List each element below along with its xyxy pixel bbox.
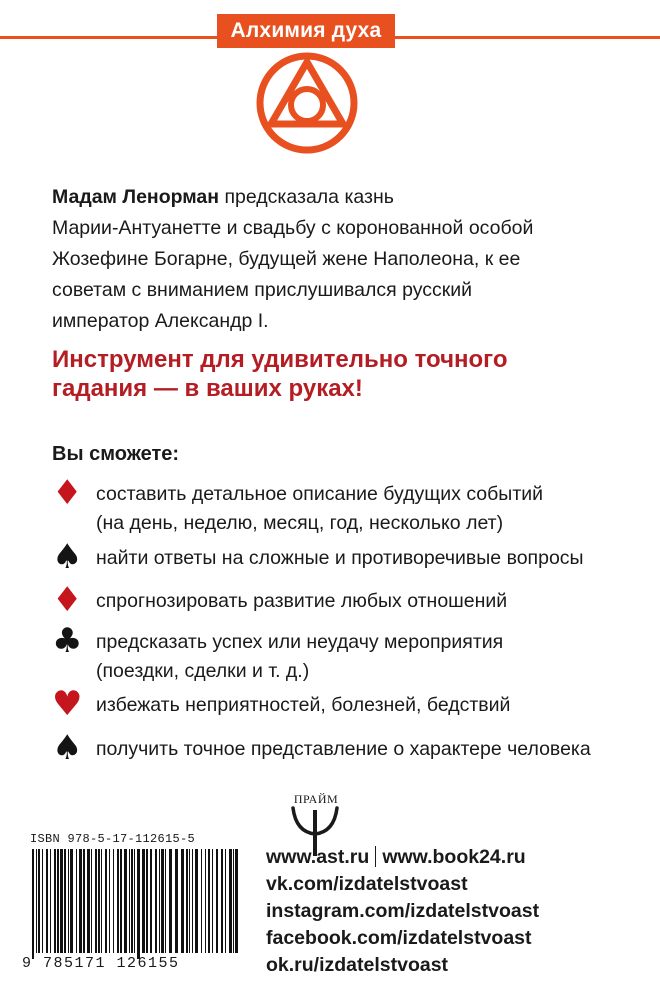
barcode-bar <box>235 849 238 953</box>
barcode-bar <box>129 849 130 953</box>
barcode-bar <box>38 849 40 953</box>
tagline-line-2: гадания — в ваших руках! <box>52 375 363 402</box>
barcode-bar <box>57 849 59 953</box>
list-item-line: предсказать успех или неудачу мероприятия <box>96 631 504 653</box>
intro-line-5: император Александр I. <box>52 310 269 332</box>
barcode-bar <box>42 849 43 953</box>
barcode-bar <box>83 849 85 953</box>
barcode-bar <box>32 849 34 959</box>
intro-line-4: советам с вниманием прислушивался русский <box>52 279 473 301</box>
list-item <box>52 684 632 724</box>
club-icon: ♣ <box>52 621 83 661</box>
list-item-line: спрогнозировать развитие любых отношений <box>96 590 508 612</box>
barcode-bar <box>87 849 90 953</box>
list-item <box>52 473 632 538</box>
list-item-line: (поездки, сделки и т. д.) <box>96 660 310 682</box>
barcode-bar <box>155 849 157 953</box>
barcode-bar <box>221 849 223 953</box>
barcode-bar <box>68 849 69 953</box>
barcode-bar <box>225 849 226 953</box>
barcode-bar <box>64 849 66 953</box>
link-vk[interactable]: vk.com/izdatelstvoast <box>266 873 468 895</box>
list-item <box>52 537 632 577</box>
alchemy-emblem-icon <box>254 50 360 156</box>
barcode-bar <box>137 849 140 959</box>
list-item <box>52 580 632 620</box>
tagline <box>52 345 632 403</box>
barcode-bar <box>189 849 190 953</box>
barcode-bar <box>105 849 107 953</box>
barcode-bar <box>205 849 206 953</box>
barcode-bar <box>98 849 100 953</box>
barcode-bar <box>131 849 133 953</box>
barcode-bar <box>161 849 164 953</box>
barcode-bar <box>120 849 122 953</box>
barcode-bar <box>91 849 92 953</box>
barcode-bar <box>201 849 202 953</box>
isbn-label: ISBN 978-5-17-112615-5 <box>30 832 196 846</box>
intro-lead: Мадам Ленорман <box>52 186 220 208</box>
list-item <box>52 728 632 768</box>
barcode-bar <box>150 849 152 953</box>
barcode-bar <box>117 849 119 953</box>
link-facebook[interactable]: facebook.com/izdatelstvoast <box>266 927 532 949</box>
barcode-bar <box>101 849 102 953</box>
diamond-icon: ♦ <box>52 473 83 513</box>
spade-icon: ♠ <box>52 537 83 577</box>
barcode-bar <box>46 849 48 953</box>
list-item-line: найти ответы на сложные и противоречивые вопросы <box>96 547 584 569</box>
barcode-bar <box>146 849 148 953</box>
intro-line-3: Жозефине Богарне, будущей жене Наполеона, к ее <box>52 248 521 270</box>
link-book24[interactable]: www.book24.ru <box>382 846 526 868</box>
barcode-bar <box>142 849 145 953</box>
barcode-bar <box>36 849 37 953</box>
barcode-bar <box>54 849 56 953</box>
barcode-bar <box>208 849 210 953</box>
list-item-line: составить детальное описание будущих событий <box>96 483 544 505</box>
barcode-bar <box>76 849 77 953</box>
barcode-bar <box>195 849 198 953</box>
barcode-bar <box>70 849 73 953</box>
barcode-bar <box>124 849 127 953</box>
barcode-bar <box>175 849 178 953</box>
list-item <box>52 621 632 686</box>
barcode-bar <box>212 849 213 953</box>
list-item-line: избежать неприятностей, болезней, бедствий <box>96 694 511 716</box>
diamond-icon: ♦ <box>52 580 83 620</box>
barcode-bar <box>192 849 193 953</box>
barcode-bar <box>216 849 218 953</box>
publisher-name: ПРАЙМ <box>293 792 339 806</box>
intro-line-2: Марии-Антуанетте и свадьбу с коронованной особой <box>52 217 534 239</box>
spade-icon: ♠ <box>52 728 83 768</box>
contact-links <box>266 844 539 979</box>
heart-icon: ♥ <box>52 684 83 724</box>
barcode-bar <box>186 849 188 953</box>
link-ok[interactable]: ok.ru/izdatelstvoast <box>266 954 449 976</box>
tagline-line-1: Инструмент для удивительно точного <box>52 346 508 373</box>
barcode-bar <box>159 849 160 953</box>
barcode-bar <box>134 849 135 953</box>
link-instagram[interactable]: instagram.com/izdatelstvoast <box>266 900 540 922</box>
intro-paragraph <box>52 182 632 337</box>
barcode-bar <box>109 849 110 953</box>
barcode-bar <box>229 849 232 953</box>
series-title: Алхимия духа <box>217 14 395 48</box>
intro-line-1: предсказала казнь <box>219 186 394 208</box>
barcode-digits: 9 785171 126155 <box>22 955 180 972</box>
barcode-bar <box>113 849 114 953</box>
barcode-bar <box>50 849 51 953</box>
barcode <box>30 849 244 959</box>
barcode-bar <box>60 849 63 953</box>
list-item-line: получить точное представление о характере человека <box>96 738 591 760</box>
link-ast[interactable]: www.ast.ru <box>266 846 370 868</box>
barcode-bar <box>233 849 234 953</box>
benefits-title: Вы сможете: <box>52 443 180 465</box>
barcode-bar <box>165 849 166 953</box>
list-item-line: (на день, неделю, месяц, год, несколько лет) <box>96 512 504 534</box>
barcode-bar <box>79 849 82 953</box>
barcode-bar <box>169 849 172 953</box>
divider <box>375 846 376 867</box>
barcode-bar <box>181 849 184 953</box>
barcode-bar <box>95 849 97 953</box>
